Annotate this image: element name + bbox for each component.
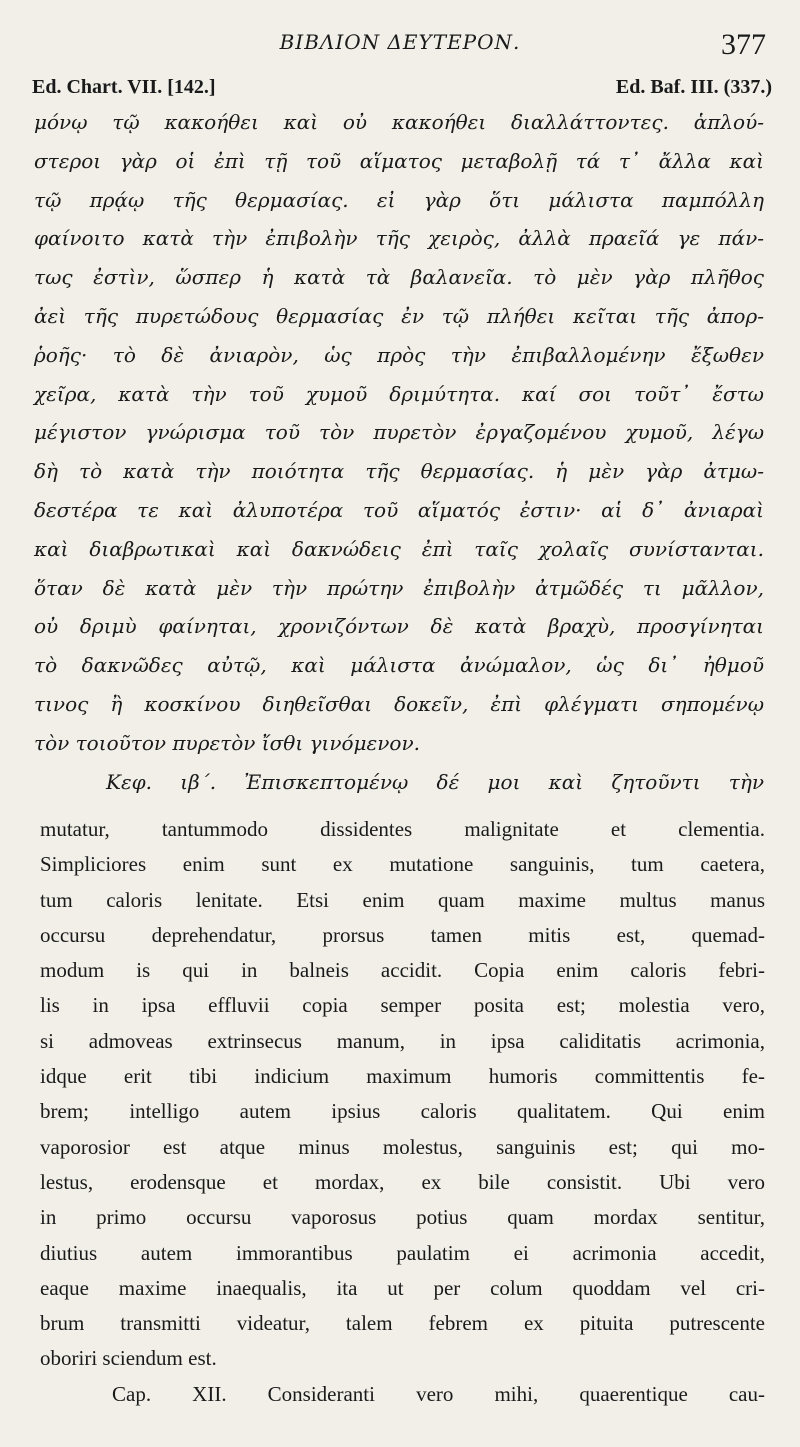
greek-line: οὐ δριμὺ φαίνηται, χρονιζόντων δὲ κατὰ βραχὺ, προσγίνηται <box>34 614 764 639</box>
edition-right: Ed. Baf. III. (337.) <box>615 76 772 98</box>
latin-line: oboriri sciendum est. <box>40 1346 217 1371</box>
latin-line: eaque maxime inaequalis, ita ut per colum quoddam vel cri- <box>40 1275 765 1300</box>
edition-left: Ed. Chart. VII. [142.] <box>32 76 216 98</box>
greek-line: τὸ δακνῶδες αὐτῷ, καὶ μάλιστα ἀνώμαλον, ὡς δι᾽ ἠθμοῦ <box>34 653 764 678</box>
latin-line: in primo occursu vaporosus potius quam mordax sentitur, <box>40 1205 765 1230</box>
greek-line: δὴ τὸ κατὰ τὴν ποιότητα τῆς θερμασίας. ἡ μὲν γὰρ ἀτμω- <box>34 459 764 484</box>
greek-line: ὅταν δὲ κατὰ μὲν τὴν πρώτην ἐπιβολὴν ἀτμῶδές τι μᾶλλον, <box>34 575 764 600</box>
latin-line: lis in ipsa effluvii copia semper posita est; molestia vero, <box>40 993 765 1018</box>
latin-chapter-heading: Cap. XII. Consideranti vero mihi, quaerentique cau- <box>112 1381 765 1406</box>
greek-line: τως ἐστὶν, ὥσπερ ἡ κατὰ τὰ βαλανεῖα. τὸ μὲν γὰρ πλῆθος <box>34 265 764 290</box>
greek-line: ἀεὶ τῆς πυρετώδους θερμασίας ἐν τῷ πλήθει κεῖται τῆς ἀπορ- <box>34 303 764 328</box>
latin-line: diutius autem immorantibus paulatim ei acrimonia accedit, <box>40 1240 765 1265</box>
greek-line: τινος ἢ κοσκίνου διηθεῖσθαι δοκεῖν, ἐπὶ φλέγματι σηπομένῳ <box>34 691 764 716</box>
latin-line: occursu deprehendatur, prorsus tamen mitis est, quemad- <box>40 922 765 947</box>
greek-line: φαίνοιτο κατὰ τὴν ἐπιβολὴν τῆς χειρὸς, ἀλλὰ πραεῖά γε πάν- <box>34 226 764 251</box>
latin-line: brem; intelligo autem ipsius caloris qualitatem. Qui enim <box>40 1099 765 1124</box>
greek-line: τὸν τοιοῦτον πυρετὸν ἴσθι γινόμενον. <box>34 730 420 755</box>
latin-line: mutatur, tantummodo dissidentes malignitate et clementia. <box>40 817 765 841</box>
greek-chapter-heading: Κεφ. ιβ΄. Ἐπισκεπτομένῳ δέ μοι καὶ ζητοῦντι τὴν <box>106 769 764 794</box>
greek-line: χεῖρα, κατὰ τὴν τοῦ χυμοῦ δριμύτητα. καί σοι τοῦτ᾽ ἔστω <box>34 381 764 406</box>
latin-line: tum caloris lenitate. Etsi enim quam maxime multus manus <box>40 887 765 912</box>
latin-line: modum is qui in balneis accidit. Copia enim caloris febri- <box>40 958 765 983</box>
running-title: ΒΙΒΛΙΟΝ ΔΕΥΤΕΡΟΝ. <box>279 30 521 54</box>
latin-line: Simpliciores enim sunt ex mutatione sanguinis, tum caetera, <box>40 852 765 877</box>
latin-line: idque erit tibi indicium maximum humoris committentis fe- <box>40 1064 765 1089</box>
latin-line: si admoveas extrinsecus manum, in ipsa caliditatis acrimonia, <box>40 1028 765 1053</box>
latin-text-block <box>40 812 765 1412</box>
greek-text-block <box>34 103 764 801</box>
greek-line: δεστέρα τε καὶ ἀλυποτέρα τοῦ αἵματός ἐστιν· αἱ δ᾽ ἀνιαραὶ <box>34 497 764 522</box>
latin-line: lestus, erodensque et mordax, ex bile consistit. Ubi vero <box>40 1169 765 1194</box>
latin-line: brum transmitti videatur, talem febrem ex pituita putrescente <box>40 1311 765 1336</box>
latin-line: vaporosior est atque minus molestus, sanguinis est; qui mo- <box>40 1134 765 1159</box>
greek-line: μέγιστον γνώρισμα τοῦ τὸν πυρετὸν ἐργαζομένου χυμοῦ, λέγω <box>34 420 764 445</box>
greek-line: μόνῳ τῷ κακοήθει καὶ οὐ κακοήθει διαλλάττοντες. ἁπλού- <box>34 110 764 134</box>
greek-line: τῷ πρᾴῳ τῆς θερμασίας. εἰ γὰρ ὅτι μάλιστα παμπόλλη <box>34 187 764 212</box>
page-number: 377 <box>721 28 766 61</box>
greek-line: ῥοῆς· τὸ δὲ ἀνιαρὸν, ὡς πρὸς τὴν ἐπιβαλλομένην ἔξωθεν <box>34 342 764 367</box>
edition-references <box>32 76 772 99</box>
greek-line: στεροι γὰρ οἱ ἐπὶ τῇ τοῦ αἵματος μεταβολῇ τά τ᾽ ἄλλα καὶ <box>34 148 764 173</box>
greek-line: καὶ διαβρωτικαὶ καὶ δακνώδεις ἐπὶ ταῖς χολαῖς συνίστανται. <box>34 536 764 561</box>
